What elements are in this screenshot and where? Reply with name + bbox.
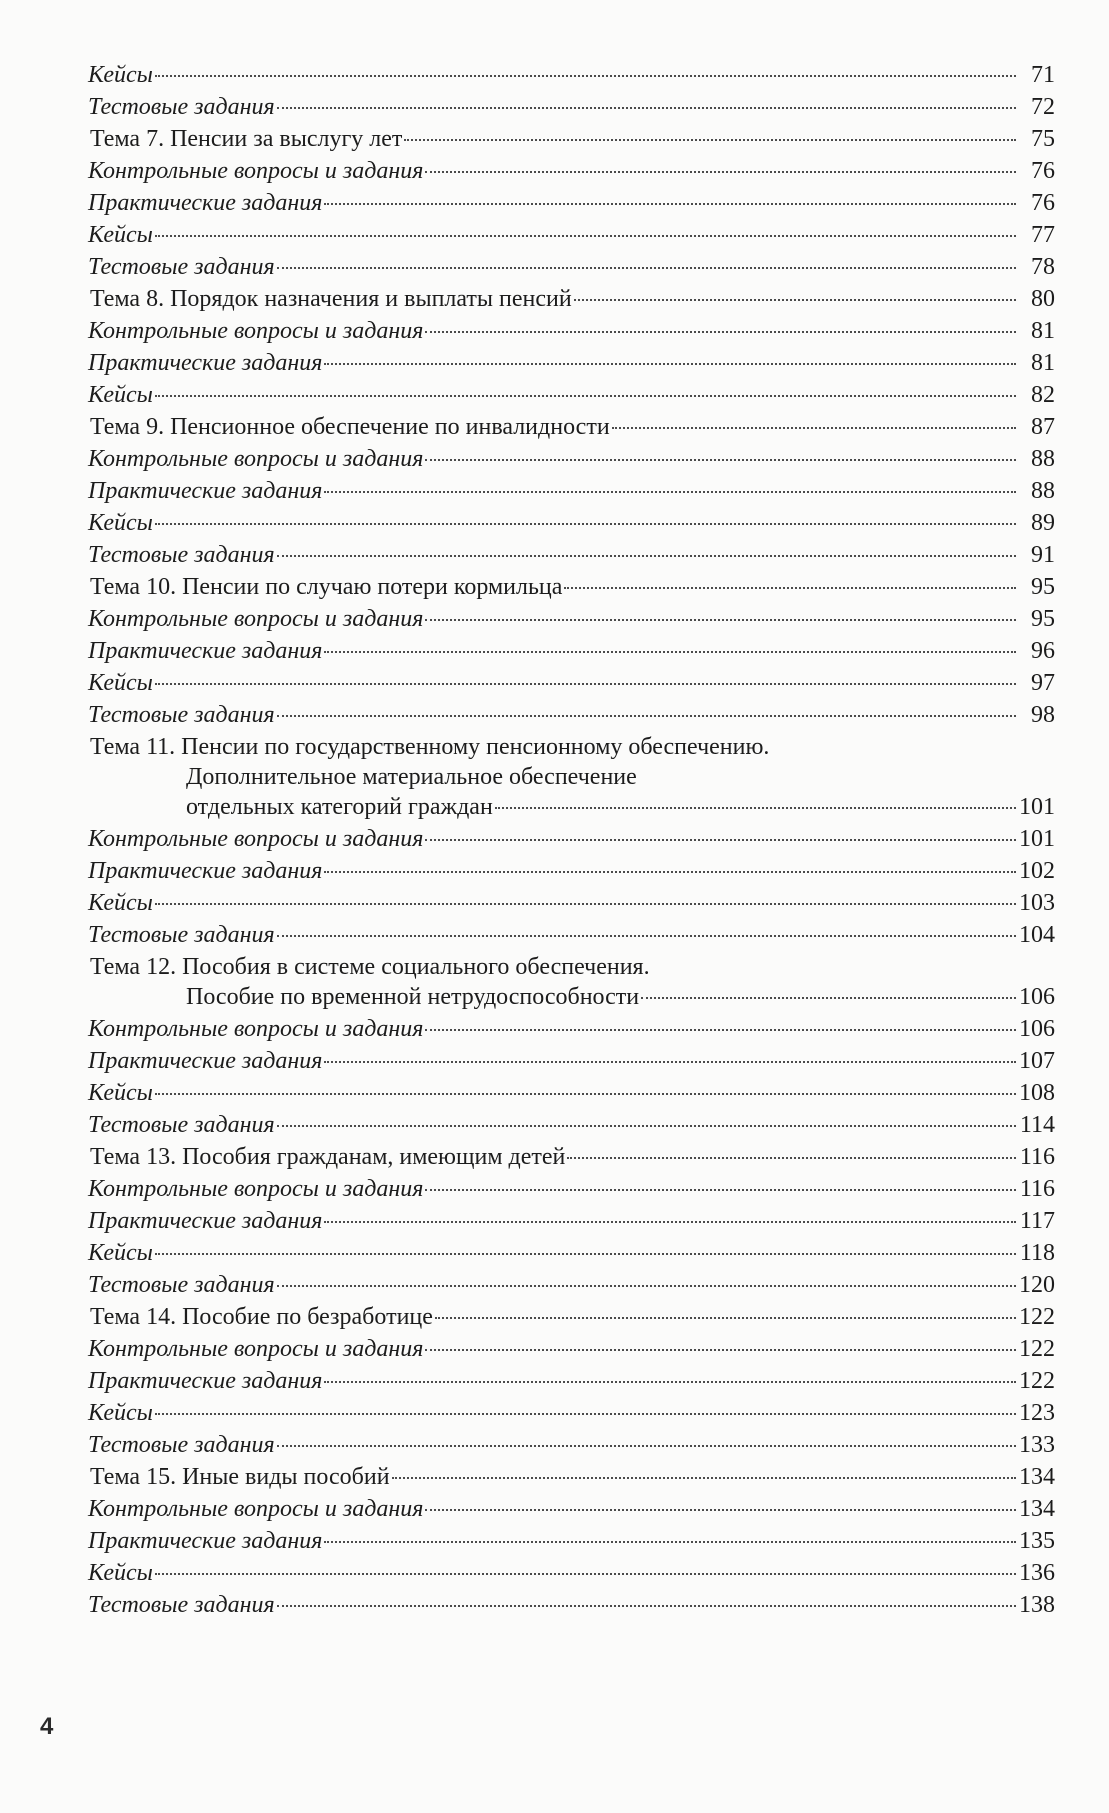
toc-page-number: 138: [1019, 1592, 1055, 1618]
dot-leader: [425, 1189, 1016, 1191]
toc-subitem-entry[interactable]: [88, 1014, 1055, 1044]
toc-page-number: 118: [1019, 1240, 1055, 1266]
dot-leader: [425, 839, 1016, 841]
toc-entry-title: Контрольные вопросы и задания: [88, 318, 424, 344]
toc-page-number: 102: [1019, 858, 1055, 884]
dot-leader: [324, 1541, 1016, 1543]
toc-subitem-entry[interactable]: [88, 1430, 1055, 1460]
toc-entry-title: Кейсы: [88, 1240, 153, 1266]
toc-page-number: 77: [1031, 222, 1055, 248]
dot-leader: [155, 1253, 1016, 1255]
toc-page-number: 114: [1019, 1112, 1055, 1138]
toc-topic-entry[interactable]: [90, 412, 1055, 442]
toc-subitem-entry[interactable]: [88, 1078, 1055, 1108]
dot-leader: [277, 1445, 1016, 1447]
toc-page-number: 122: [1019, 1304, 1055, 1330]
dot-leader: [404, 139, 1016, 141]
dot-leader: [324, 1221, 1016, 1223]
toc-page-number: 95: [1031, 574, 1055, 600]
toc-page-number: 97: [1031, 670, 1055, 696]
toc-page-number: 95: [1031, 606, 1055, 632]
toc-page-number: 103: [1019, 890, 1055, 916]
toc-entry-title: Тема 12. Пособия в системе социального обеспечения.: [90, 954, 650, 980]
toc-entry-title: Практические задания: [88, 1208, 323, 1234]
toc-subitem-entry[interactable]: [88, 188, 1055, 218]
toc-subitem-entry[interactable]: [88, 380, 1055, 410]
toc-page-number: 72: [1031, 94, 1055, 120]
toc-subitem-entry[interactable]: [88, 1558, 1055, 1588]
dot-leader: [155, 1413, 1016, 1415]
toc-subitem-entry[interactable]: [88, 604, 1055, 634]
toc-page-number: 117: [1019, 1208, 1055, 1234]
toc-entry-title: Дополнительное материальное обеспечение: [186, 764, 637, 790]
toc-page-number: 91: [1031, 542, 1055, 568]
dot-leader: [324, 651, 1016, 653]
dot-leader: [277, 935, 1016, 937]
toc-page-number: 120: [1019, 1272, 1055, 1298]
toc-subitem-entry[interactable]: [88, 1206, 1055, 1236]
toc-entry-title: Кейсы: [88, 62, 153, 88]
toc-entry-title: Тема 7. Пенсии за выслугу лет: [90, 126, 403, 152]
toc-entry-title: Тестовые задания: [88, 94, 275, 120]
toc-entry-title: Контрольные вопросы и задания: [88, 446, 424, 472]
toc-subitem-entry[interactable]: [88, 1238, 1055, 1268]
dot-leader: [324, 1381, 1016, 1383]
toc-page-number: 81: [1031, 318, 1055, 344]
toc-page-number: 134: [1019, 1464, 1055, 1490]
dot-leader: [155, 395, 1016, 397]
toc-page-number: 136: [1019, 1560, 1055, 1586]
toc-subitem-entry[interactable]: [88, 540, 1055, 570]
toc-subitem-entry[interactable]: [88, 1270, 1055, 1300]
dot-leader: [495, 807, 1016, 809]
toc-entry-title: Тестовые задания: [88, 922, 275, 948]
dot-leader: [277, 555, 1016, 557]
toc-entry-title: Тема 10. Пенсии по случаю потери кормильца: [90, 574, 563, 600]
dot-leader: [155, 683, 1016, 685]
toc-page-number: 135: [1019, 1528, 1055, 1554]
toc-entry-title: Практические задания: [88, 350, 323, 376]
toc-entry-title: Контрольные вопросы и задания: [88, 826, 424, 852]
toc-page-number: 116: [1019, 1176, 1055, 1202]
toc-page-number: 101: [1019, 794, 1055, 820]
dot-leader: [155, 235, 1016, 237]
toc-entry-title: Контрольные вопросы и задания: [88, 1016, 424, 1042]
dot-leader: [324, 1061, 1016, 1063]
toc-subitem-entry[interactable]: [88, 92, 1055, 122]
toc-page-number: 108: [1019, 1080, 1055, 1106]
dot-leader: [155, 1573, 1016, 1575]
toc-page-number: 78: [1031, 254, 1055, 280]
toc-page-number: 107: [1019, 1048, 1055, 1074]
toc-entry-title: Контрольные вопросы и задания: [88, 1336, 424, 1362]
dot-leader: [324, 363, 1016, 365]
dot-leader: [155, 523, 1016, 525]
toc-entry-title: Тема 14. Пособие по безработице: [90, 1304, 433, 1330]
dot-leader: [641, 997, 1016, 999]
toc-entry-title: Кейсы: [88, 1400, 153, 1426]
toc-page-number: 76: [1031, 158, 1055, 184]
dot-leader: [277, 1285, 1016, 1287]
toc-page-number: 98: [1031, 702, 1055, 728]
toc-entry-title: Практические задания: [88, 478, 323, 504]
toc-subitem-entry[interactable]: [88, 508, 1055, 538]
toc-entry-title: Практические задания: [88, 1528, 323, 1554]
dot-leader: [612, 427, 1016, 429]
toc-page-number: 134: [1019, 1496, 1055, 1522]
toc-subitem-entry[interactable]: [88, 1110, 1055, 1140]
dot-leader: [277, 715, 1016, 717]
toc-entry-title: Тестовые задания: [88, 1592, 275, 1618]
toc-entry-title: Тема 9. Пенсионное обеспечение по инвалидности: [90, 414, 610, 440]
dot-leader: [277, 107, 1016, 109]
dot-leader: [425, 1509, 1016, 1511]
toc-entry-title: Тема 13. Пособия гражданам, имеющим детей: [90, 1144, 566, 1170]
toc-subitem-entry[interactable]: [88, 252, 1055, 282]
dot-leader: [574, 299, 1016, 301]
dot-leader: [155, 1093, 1016, 1095]
toc-entry-title: Кейсы: [88, 670, 153, 696]
toc-subitem-entry[interactable]: [88, 824, 1055, 854]
toc-entry-title: Тестовые задания: [88, 542, 275, 568]
toc-subitem-entry[interactable]: [88, 920, 1055, 950]
toc-page-number: 88: [1031, 478, 1055, 504]
dot-leader: [324, 203, 1016, 205]
dot-leader: [277, 1125, 1016, 1127]
toc-subitem-entry[interactable]: [88, 668, 1055, 698]
toc-page-number: 104: [1019, 922, 1055, 948]
toc-page-number: 101: [1019, 826, 1055, 852]
toc-topic-entry[interactable]: [90, 1142, 1055, 1172]
toc-page-number: 116: [1019, 1144, 1055, 1170]
toc-entry-title: Тестовые задания: [88, 702, 275, 728]
dot-leader: [277, 1605, 1016, 1607]
toc-entry-title: Тема 11. Пенсии по государственному пенсионному обеспечению.: [90, 734, 770, 760]
toc-page-number: 80: [1031, 286, 1055, 312]
dot-leader: [155, 75, 1016, 77]
toc-page-number: 89: [1031, 510, 1055, 536]
toc-entry-title: Тестовые задания: [88, 1112, 275, 1138]
toc-entry-title: Контрольные вопросы и задания: [88, 158, 424, 184]
toc-entry-title: Тема 15. Иные виды пособий: [90, 1464, 390, 1490]
toc-topic-entry[interactable]: [90, 952, 1055, 1012]
toc-subitem-entry[interactable]: [88, 348, 1055, 378]
toc-page-number: 96: [1031, 638, 1055, 664]
toc-entry-title: Тема 8. Порядок назначения и выплаты пенсий: [90, 286, 572, 312]
toc-entry-title: Тестовые задания: [88, 254, 275, 280]
dot-leader: [425, 331, 1016, 333]
dot-leader: [425, 171, 1016, 173]
toc-topic-entry[interactable]: [90, 124, 1055, 154]
dot-leader: [324, 871, 1016, 873]
toc-entry-title: отдельных категорий граждан: [186, 794, 493, 820]
toc-page-number: 122: [1019, 1336, 1055, 1362]
toc-entry-title: Практические задания: [88, 1368, 323, 1394]
toc-entry-title: Тестовые задания: [88, 1432, 275, 1458]
toc-entry-title: Кейсы: [88, 890, 153, 916]
toc-page-number: 88: [1031, 446, 1055, 472]
toc-subitem-entry[interactable]: [88, 444, 1055, 474]
toc-subitem-entry[interactable]: [88, 1366, 1055, 1396]
toc-page-number: 81: [1031, 350, 1055, 376]
toc-page-number: 122: [1019, 1368, 1055, 1394]
toc-subitem-entry[interactable]: [88, 476, 1055, 506]
dot-leader: [564, 587, 1016, 589]
toc-page-number: 106: [1019, 1016, 1055, 1042]
toc-page-number: 76: [1031, 190, 1055, 216]
toc-subitem-entry[interactable]: [88, 1046, 1055, 1076]
toc-subitem-entry[interactable]: [88, 888, 1055, 918]
dot-leader: [277, 267, 1016, 269]
toc-subitem-entry[interactable]: [88, 1494, 1055, 1524]
toc-subitem-entry[interactable]: [88, 220, 1055, 250]
dot-leader: [567, 1157, 1016, 1159]
toc-page-number: 87: [1031, 414, 1055, 440]
toc-entry-title: Тестовые задания: [88, 1272, 275, 1298]
dot-leader: [425, 619, 1016, 621]
toc-subitem-entry[interactable]: [88, 636, 1055, 666]
dot-leader: [425, 1349, 1016, 1351]
toc-entry-title: Кейсы: [88, 510, 153, 536]
dot-leader: [324, 491, 1016, 493]
toc-topic-entry[interactable]: [90, 1462, 1055, 1492]
toc-subitem-entry[interactable]: [88, 700, 1055, 730]
toc-page-number: 75: [1031, 126, 1055, 152]
toc-entry-title: Практические задания: [88, 1048, 323, 1074]
toc-page-number: 71: [1031, 62, 1055, 88]
toc-entry-title: Практические задания: [88, 638, 323, 664]
toc-page-number: 123: [1019, 1400, 1055, 1426]
toc-subitem-entry[interactable]: [88, 1590, 1055, 1620]
dot-leader: [435, 1317, 1016, 1319]
toc-entry-title: Контрольные вопросы и задания: [88, 1496, 424, 1522]
toc-subitem-entry[interactable]: [88, 1398, 1055, 1428]
page-number: 4: [40, 1713, 54, 1740]
toc-entry-title: Кейсы: [88, 1080, 153, 1106]
toc-page-number: 106: [1019, 984, 1055, 1010]
toc-topic-entry[interactable]: [90, 732, 1055, 822]
toc-subitem-entry[interactable]: [88, 856, 1055, 886]
dot-leader: [155, 903, 1016, 905]
toc-subitem-entry[interactable]: [88, 316, 1055, 346]
toc-subitem-entry[interactable]: [88, 1334, 1055, 1364]
dot-leader: [425, 459, 1016, 461]
toc-entry-title: Практические задания: [88, 858, 323, 884]
toc-topic-entry[interactable]: [90, 572, 1055, 602]
toc-topic-entry[interactable]: [90, 1302, 1055, 1332]
toc-entry-title: Пособие по временной нетрудоспособности: [186, 984, 640, 1010]
toc-subitem-entry[interactable]: [88, 1174, 1055, 1204]
toc-entry-title: Контрольные вопросы и задания: [88, 606, 424, 632]
toc-subitem-entry[interactable]: [88, 60, 1055, 90]
toc-subitem-entry[interactable]: [88, 156, 1055, 186]
dot-leader: [392, 1477, 1016, 1479]
toc-page-number: 133: [1019, 1432, 1055, 1458]
toc-entry-title: Кейсы: [88, 222, 153, 248]
toc-subitem-entry[interactable]: [88, 1526, 1055, 1556]
toc-entry-title: Практические задания: [88, 190, 323, 216]
toc-page-number: 82: [1031, 382, 1055, 408]
toc-entry-title: Кейсы: [88, 382, 153, 408]
toc-topic-entry[interactable]: [90, 284, 1055, 314]
dot-leader: [425, 1029, 1016, 1031]
toc-entry-title: Кейсы: [88, 1560, 153, 1586]
toc-entry-title: Контрольные вопросы и задания: [88, 1176, 424, 1202]
